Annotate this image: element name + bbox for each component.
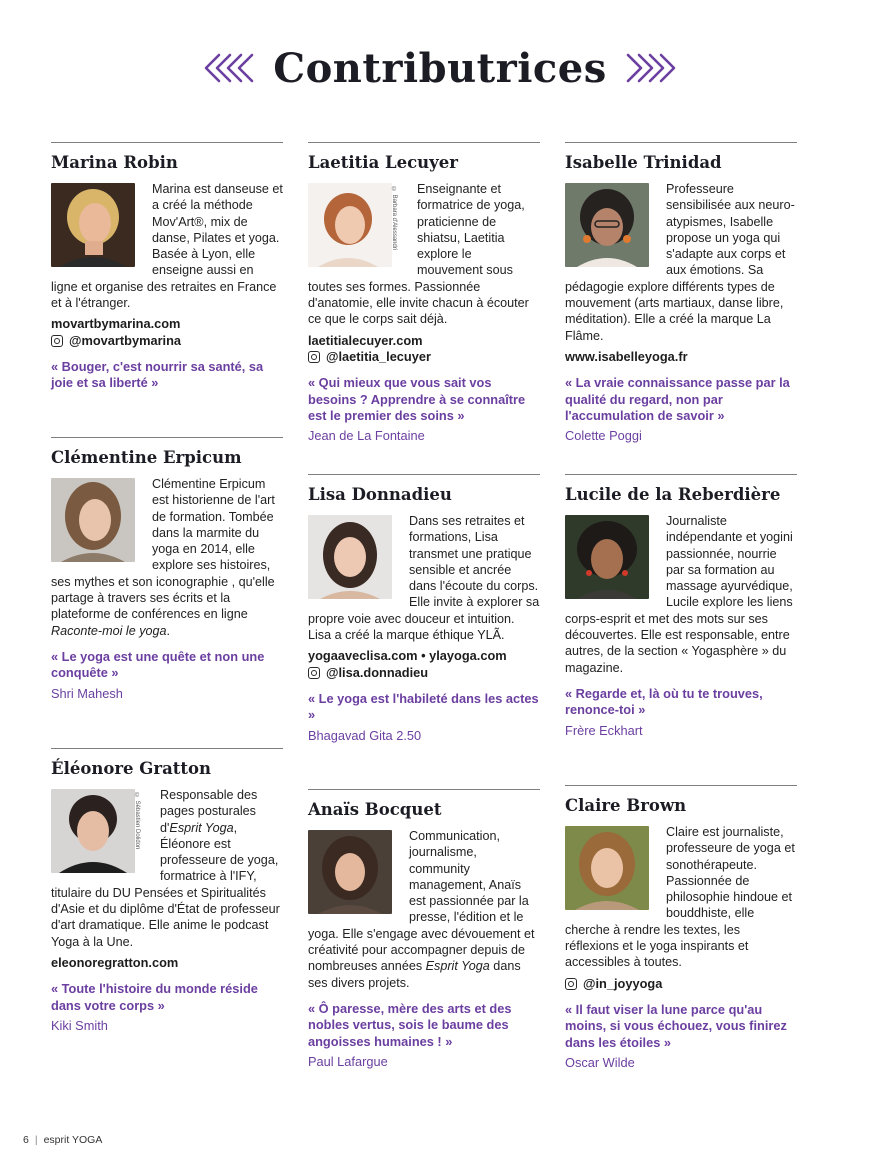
quote-author: Bhagavad Gita 2.50 (308, 727, 422, 743)
instagram-icon (308, 351, 320, 363)
quote-author: Paul Lafargue (308, 1053, 388, 1069)
quote-author: Shri Mahesh (51, 685, 123, 701)
footer-separator: | (34, 1134, 38, 1146)
contributor-card-lucile-de-la-reberdiere (565, 474, 797, 785)
contributor-card-clementine-erpicum (51, 437, 283, 748)
instagram-handle-text: @in_joyyoga (583, 975, 663, 991)
contributor-name: Anaïs Bocquet (308, 800, 442, 819)
page-number: 6 (23, 1134, 29, 1146)
portrait-photo (51, 183, 135, 267)
page-header (0, 38, 880, 98)
contributor-bio: Responsable des pages posturales d'Esprit Yoga, Éléonore est professeure de yoga, formatrice à l'IFY, titulaire du DU Pensées et Spiritualités d'Asie et du diplôme d'État de professeur d'art dramatique. Elle anime le podcast Yoga à la Une. (51, 788, 280, 949)
column-1 (51, 142, 283, 1034)
instagram-handle-text: @laetitia_lecuyer (326, 348, 431, 364)
chevron-left-icon (203, 51, 255, 85)
portrait-photo (565, 515, 649, 599)
photo-credit: © Sébastien Dolidon (134, 793, 140, 850)
photo-credit: © Barbara d'Alessandri (391, 187, 397, 251)
instagram-handle[interactable] (308, 665, 540, 681)
contributor-quote: « Ô paresse, mère des arts et des nobles vertus, sois le baume des angoisses humaines ! » (308, 1000, 512, 1049)
instagram-handle-text: @lisa.donnadieu (326, 664, 429, 680)
instagram-handle[interactable] (308, 349, 540, 365)
contributor-bio: Dans ses retraites et formations, Lisa transmet une pratique sensible et ancrée dans l'écoute du corps. Elle invite à explorer sa propre voie avec douceur et intuition. Lisa a créé la marque éthique YLÃ. (308, 514, 540, 643)
contributor-name: Lisa Donnadieu (308, 485, 452, 504)
magazine-name: esprit YOGA (43, 1134, 103, 1146)
contributor-quote: « Bouger, c'est nourrir sa santé, sa joie et sa liberté » (51, 358, 264, 391)
page-title: Contributrices (273, 44, 607, 92)
quote-author: Jean de La Fontaine (308, 428, 425, 444)
contributor-name: Isabelle Trinidad (565, 153, 722, 172)
portrait-photo (308, 830, 392, 914)
portrait-photo (308, 515, 392, 599)
quote-author: Kiki Smith (51, 1017, 108, 1033)
contributor-bio: Professeure sensibilisée aux neuro-atypismes, Isabelle propose un yoga qui s'adapte aux corps et aux émotions. Sa pédagogie explore différents types de mouvement (arts martiaux, danse libre, méditation). Elle a créé la marque La Flâme. (565, 182, 795, 343)
contributor-quote: « Toute l'histoire du monde réside dans votre corps » (51, 981, 258, 1013)
contributor-card-marina-robin (51, 142, 283, 437)
website-link[interactable]: movartbymarina.com (51, 316, 181, 332)
contributor-quote: « Le yoga est une quête et non une conquête » (51, 648, 265, 681)
instagram-icon (565, 978, 577, 990)
quote-author: Oscar Wilde (565, 1054, 635, 1070)
chevron-right-icon (625, 51, 677, 85)
website-link[interactable]: eleonoregratton.com (51, 954, 179, 970)
quote-author: Colette Poggi (565, 428, 642, 444)
portrait-photo (51, 478, 135, 562)
contributor-quote: « Le yoga est l'habileté dans les actes » (308, 690, 539, 723)
contributor-name: Marina Robin (51, 153, 178, 172)
contributor-card-anais-bocquet (308, 789, 540, 1070)
quote-author: Frère Eckhart (565, 722, 643, 738)
portrait-photo (565, 183, 649, 267)
website-link[interactable]: www.isabelleyoga.fr (565, 348, 688, 364)
contributor-card-claire-brown (565, 785, 797, 1071)
contributor-card-laetitia-lecuyer (308, 142, 540, 474)
contributor-quote: « Regarde et, là où tu te trouves, renonce-toi » (565, 685, 763, 718)
instagram-icon (308, 667, 320, 679)
website-link[interactable]: laetitialecuyer.com (308, 332, 423, 348)
contributor-bio: Clémentine Erpicum est historienne de l'art de formation. Tombée dans la marmite du yoga en 2014, elle explore ses histoires, ses mythes et son iconographie , qu'elle partage à travers ses écrits et la plateforme de conférences en ligne Raconte-moi le yoga. (51, 477, 275, 638)
contributor-quote: « La vraie connaissance passe par la qualité du regard, non par l'accumulation de savoir » (565, 375, 790, 423)
instagram-handle[interactable] (565, 976, 797, 992)
contributor-quote: « Il faut viser la lune parce qu'au moins, si vous échouez, vous finirez dans les étoiles » (565, 1001, 787, 1050)
instagram-handle-text: @movartbymarina (69, 332, 182, 348)
column-2 (308, 142, 540, 1070)
column-3 (565, 142, 797, 1071)
contributor-card-isabelle-trinidad (565, 142, 797, 474)
contributor-bio: Communication, journalisme, community management, Anaïs est passionnée par la presse, l'édition et le yoga. Elle s'engage avec dévouement et créativité pour accompagner depuis de nombreuses années Esprit Yoga dans ses divers projets. (308, 829, 535, 990)
contributor-bio: Marina est danseuse et a créé la méthode Mov'Art®, mix de danse, Pilates et yoga. Basée à Lyon, elle enseigne aussi en ligne et organise des retraites en France et à l'étranger. (51, 182, 283, 311)
contributor-quote: « Qui mieux que vous sait vos besoins ? Apprendre à se connaître est le premier des soins » (308, 375, 526, 423)
portrait-photo (308, 183, 400, 267)
contributor-bio: Journaliste indépendante et yogini passionnée, nourrie par sa formation au massage ayurvédique, Lucile explore les liens corps-esprit et met des mots sur ses découvertes. Elle est responsable, entre autres, de la section « Yogasphère » du magazine. (565, 514, 793, 675)
contributor-name: Claire Brown (565, 796, 687, 815)
website-link[interactable]: yogaaveclisa.com • ylayoga.com (308, 648, 507, 664)
contributor-bio: Claire est journaliste, professeure de yoga et sonothérapeute. Passionnée de philosophie hindoue et bouddhiste, elle cherche à rendre les textes, les réflexions et le yoga inspirants et accessibles à toutes. (565, 825, 795, 970)
portrait-photo (565, 826, 649, 910)
instagram-icon (51, 335, 63, 347)
contributor-name: Clémentine Erpicum (51, 448, 242, 467)
contributor-card-eleonore-gratton (51, 748, 283, 1034)
contributor-name: Laetitia Lecuyer (308, 153, 458, 172)
portrait-photo (51, 789, 143, 873)
page-footer (23, 1134, 102, 1146)
contributor-name: Éléonore Gratton (51, 759, 212, 778)
contributor-bio: Enseignante et formatrice de yoga, praticienne de shiatsu, Laetitia explore le mouvement sous toutes ses formes. Passionnée d'anatomie, elle invite chacun à écouter ce que le corps sait déjà. (308, 182, 529, 327)
contributor-card-lisa-donnadieu (308, 474, 540, 789)
contributor-name: Lucile de la Reberdière (565, 485, 781, 504)
instagram-handle[interactable] (51, 333, 283, 349)
